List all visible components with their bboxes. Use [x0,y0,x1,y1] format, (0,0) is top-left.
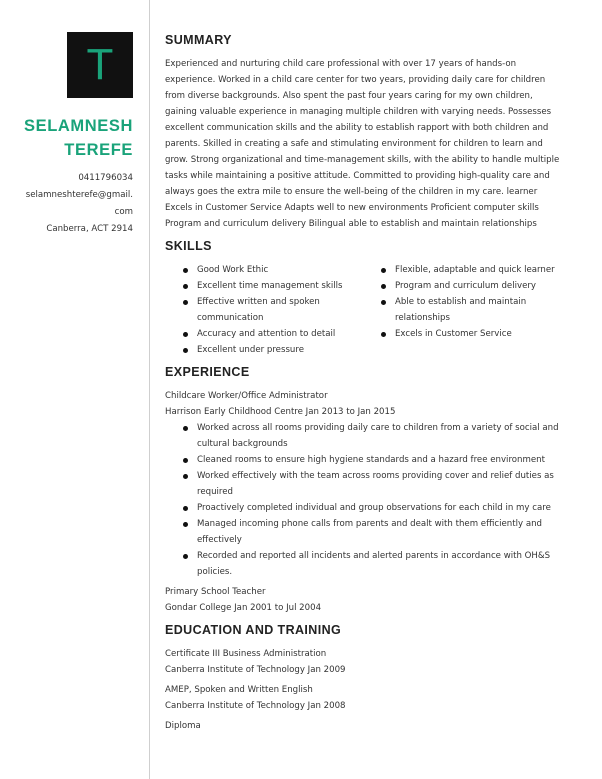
duty-item: Recorded and reported all incidents and alerted parents in accordance with OH&S policies. [165,548,561,580]
skill-item: Program and curriculum delivery [363,278,561,294]
duty-item: Proactively completed individual and group observations for each child in my care [165,500,561,516]
education-name: Diploma [165,721,201,731]
candidate-name [24,114,133,162]
phone-number: 0411796034 [78,173,133,183]
skill-item: Excels in Customer Service [363,326,561,342]
education-name: Certificate III Business Administration [165,649,327,659]
skill-item: Excellent time management skills [165,278,363,294]
name-last: TEREFE [64,141,133,159]
skill-item: Able to establish and maintain relationships [363,294,561,326]
experience-section [165,362,561,616]
skills-heading: SKILLS [165,239,212,253]
summary-section [165,30,561,232]
skill-item: Good Work Ethic [165,262,363,278]
summary-text: Experienced and nurturing child care professional with over 17 years of hands-on experience. Worked in a child care center for two years, providing daily care for children from diverse backgrounds. Also spent the past four years caring for my own children, gaining valuable experience in managing multiple children with varying needs. Possesses excellent communication skills and the ability to establish rapport with both children and parents. Skilled in creating a safe and stimulating environment for children to learn and grow. Strong organizational and time-management skills, with the ability to handle multiple tasks while maintaining a positive attitude. Committed to providing high-quality care and always goes the extra mile to ensure the well-being of the children in my care. learner Excels in Customer Service Adapts well to new environments Proficient computer skills Program and curriculum delivery Bilingual able to establish and maintain relationships [165,59,560,229]
duty-item: Managed incoming phone calls from parents and dealt with them efficiently and effectively [165,516,561,548]
job-role: Childcare Worker/Office Administrator [165,391,328,401]
skills-list-left [165,262,363,358]
job-entry [165,388,561,580]
summary-heading: SUMMARY [165,33,232,47]
skill-item: Effective written and spoken communication [165,294,363,326]
skill-item: Accuracy and attention to detail [165,326,363,342]
skill-item: Excellent under pressure [165,342,363,358]
job-entry [165,584,561,616]
name-first: SELAMNESH [24,117,133,135]
duty-item: Worked across all rooms providing daily care to children from a variety of social and cultural backgrounds [165,420,561,452]
job-meta: Harrison Early Childhood Centre Jan 2013 to Jan 2015 [165,407,396,417]
education-meta: Canberra Institute of Technology Jan 2009 [165,665,346,675]
education-entry [165,682,561,714]
job-meta: Gondar College Jan 2001 to Jul 2004 [165,603,322,613]
experience-heading: EXPERIENCE [165,365,250,379]
duty-item: Cleaned rooms to ensure high hygiene standards and a hazard free environment [165,452,561,468]
monogram-logo: T [67,32,133,98]
education-entry [165,718,561,734]
education-name: AMEP, Spoken and Written English [165,685,313,695]
skill-item: Flexible, adaptable and quick learner [363,262,561,278]
education-section [165,620,561,734]
education-heading: EDUCATION AND TRAINING [165,623,342,637]
main-content [165,30,561,738]
job-duties [165,420,561,580]
skills-section [165,236,561,358]
contact-block [23,170,133,238]
sidebar [0,0,150,779]
skills-list-right [363,262,561,358]
duty-item: Worked effectively with the team across rooms providing cover and relief duties as required [165,468,561,500]
education-meta: Canberra Institute of Technology Jan 2008 [165,701,346,711]
email-address: selamneshterefe@gmail.com [25,190,133,217]
location: Canberra, ACT 2914 [46,224,133,234]
job-role: Primary School Teacher [165,587,266,597]
education-entry [165,646,561,678]
